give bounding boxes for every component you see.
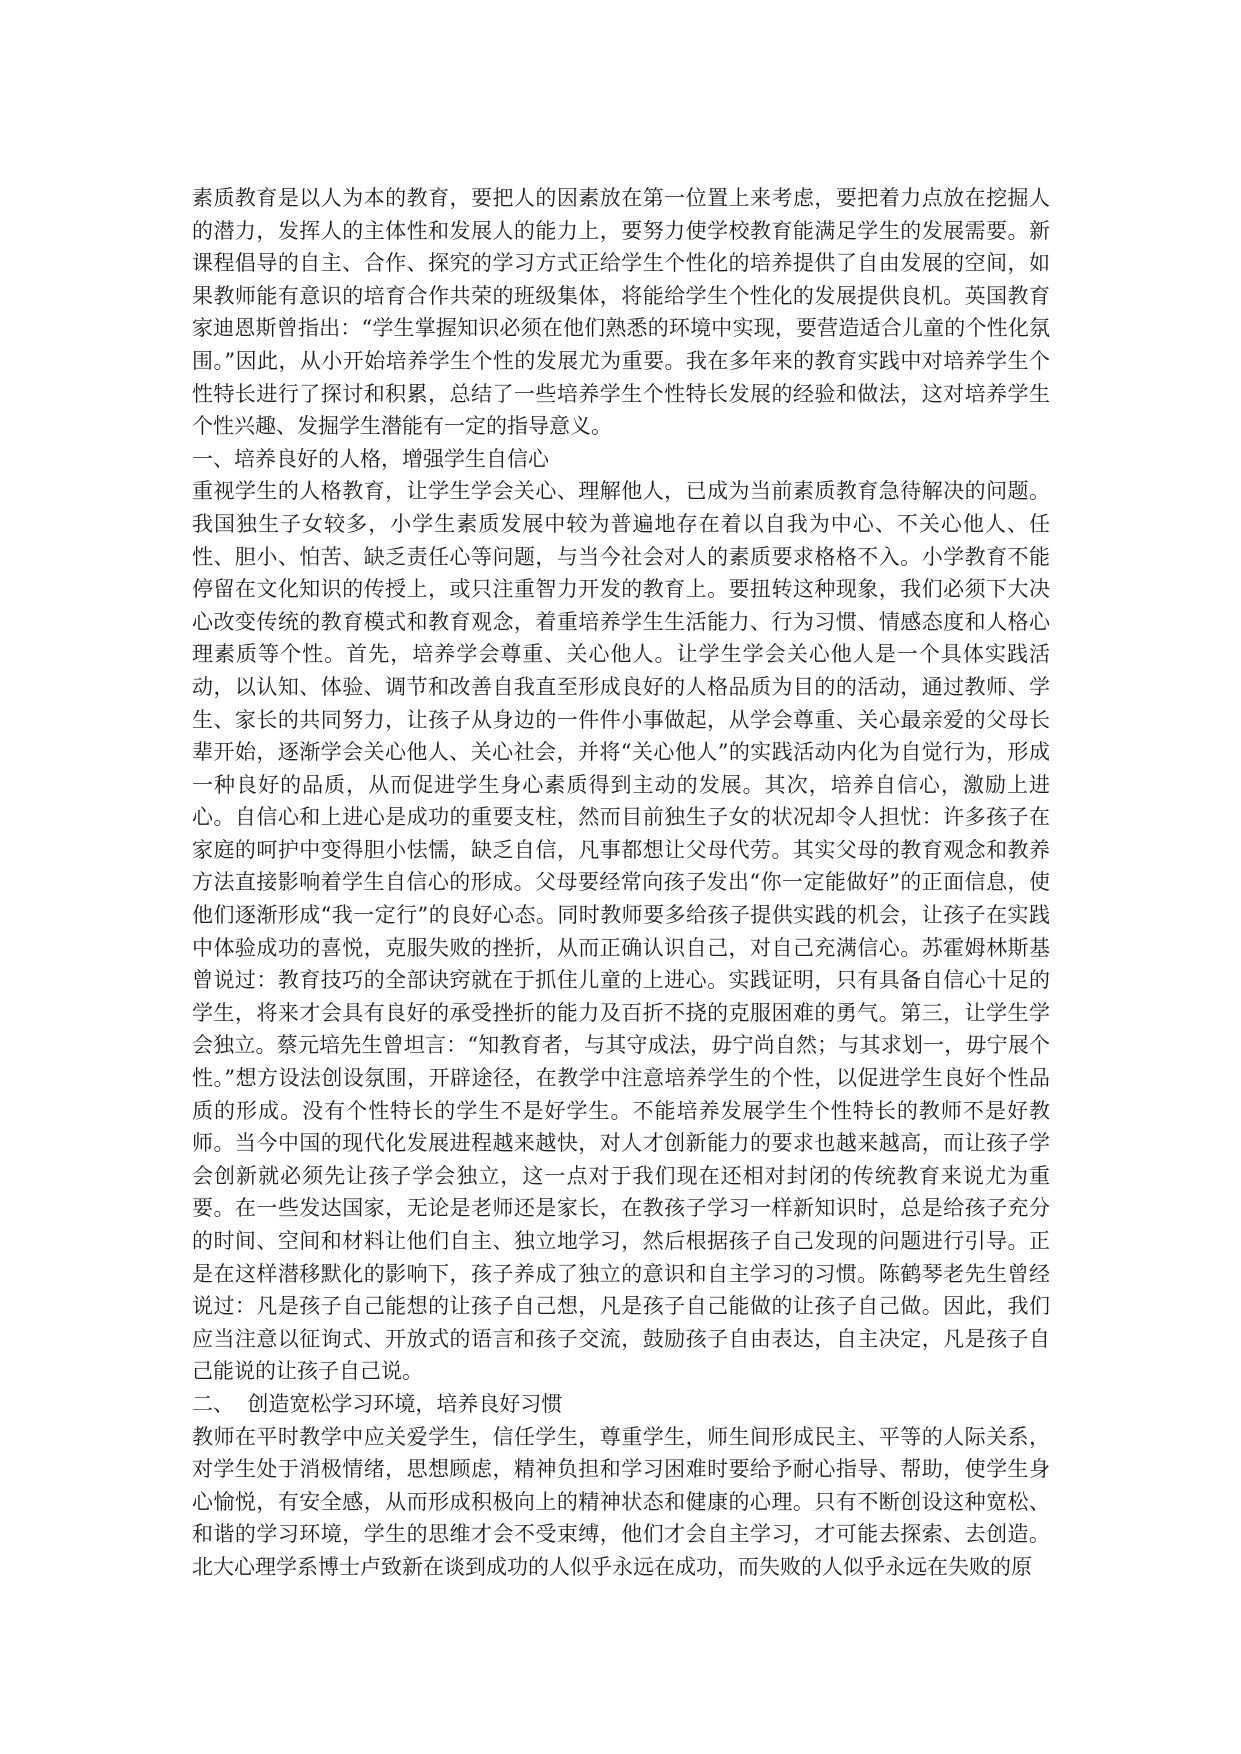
section-heading-2: 二、 创造宽松学习环境，培养良好习惯: [192, 1391, 563, 1416]
section-2-paragraph: 教师在平时教学中应关爱学生，信任学生，尊重学生，师生间形成民主、平等的人际关系，对学生处于消极情绪，思想顾虑，精神负担和学习困难时要给予耐心指导、帮助，使学生身心愉悦，有安全感，从而形成积极向上的精神状态和健康的心理。只有不断创设这种宽松、和谐的学习环境，学生的思维才会不受束缚，他们才会自主学习，才可能去探索、去创造。北大心理学系博士卢致新在谈到成功的人似乎永远在成功，而失败的人似乎永远在失败的原: [192, 1424, 1050, 1579]
section-1-paragraph: 重视学生的人格教育，让学生学会关心、理解他人，已成为当前素质教育急待解决的问题。我国独生子女较多，小学生素质发展中较为普遍地存在着以自我为中心、不关心他人、任性、胆小、怕苦、缺乏责任心等问题，与当今社会对人的素质要求格格不入。小学教育不能停留在文化知识的传授上，或只注重智力开发的教育上。要扭转这种现象，我们必须下大决心改变传统的教育模式和教育观念，着重培养学生生活能力、行为习惯、情感态度和人格心理素质等个性。首先，培养学会尊重、关心他人。让学生学会关心他人是一个具体实践活动，以认知、体验、调节和改善自我直至形成良好的人格品质为目的的活动，通过教师、学生、家长的共同努力，让孩子从身边的一件件小事做起，从学会尊重、关心最亲爱的父母长辈开始，逐渐学会关心他人、关心社会，并将“关心他人”的实践活动内化为自觉行为，形成一种良好的品质，从而促进学生身心素质得到主动的发展。其次，培养自信心，激励上进心。自信心和上进心是成功的重要支柱，然而目前独生子女的状况却令人担忧：许多孩子在家庭的呵护中变得胆小怯懦，缺乏自信，凡事都想让父母代劳。其实父母的教育观念和教养方法直接影响着学生自信心的形成。父母要经常向孩子发出“你一定能做好”的正面信息，使他们逐渐形成“我一定行”的良好心态。同时教师要多给孩子提供实践的机会，让孩子在实践中体验成功的喜悦，克服失败的挫折，从而正确认识自己，对自己充满信心。苏霍姆林斯基曾说过：教育技巧的全部诀窍就在于抓住儿童的上进心。实践证明，只有具备自信心十足的学生，将来才会具有良好的承受挫折的能力及百折不挠的克服困难的勇气。第三，让学生学会独立。蔡元培先生曾坦言：“知教育者，与其守成法，毋宁尚自然；与其求划一，毋宁展个性。”想方设法创设氛围，开辟途径，在教学中注意培养学生的个性，以促进学生良好个性品质的形成。没有个性特长的学生不是好学生。不能培养发展学生个性特长的教师不是好教师。当今中国的现代化发展进程越来越快，对人才创新能力的要求也越来越高，而让孩子学会创新就必须先让孩子学会独立，这一点对于我们现在还相对封闭的传统教育来说尤为重要。在一些发达国家，无论是老师还是家长，在教孩子学习一样新知识时，总是给孩子充分的时间、空间和材料让他们自主、独立地学习，然后根据孩子自己发现的问题进行引导。正是在这样潜移默化的影响下，孩子养成了独立的意识和自主学习的习惯。陈鹤琴老先生曾经说过：凡是孩子自己能想的让孩子自己想，凡是孩子自己能做的让孩子自己做。因此，我们应当注意以征询式、开放式的语言和孩子交流，鼓励孩子自由表达，自主决定，凡是孩子自己能说的让孩子自己说。: [192, 479, 1050, 1384]
section-heading-1: 一、培养良好的人格，增强学生自信心: [192, 446, 549, 471]
document-body: [192, 182, 1050, 1584]
intro-paragraph: 素质教育是以人为本的教育，要把人的因素放在第一位置上来考虑，要把着力点放在挖掘人的潜力，发挥人的主体性和发展人的能力上，要努力使学校教育能满足学生的发展需要。新课程倡导的自主、合作、探究的学习方式正给学生个性化的培养提供了自由发展的空间，如果教师能有意识的培育合作共荣的班级集体，将能给学生个性化的发展提供良机。英国教育家迪恩斯曾指出：“学生掌握知识必须在他们熟悉的环境中实现，要营造适合儿童的个性化氛围。”因此，从小开始培养学生个性的发展尤为重要。我在多年来的教育实践中对培养学生个性特长进行了探讨和积累，总结了一些培养学生个性特长发展的经验和做法，这对培养学生个性兴趣、发掘学生潜能有一定的指导意义。: [192, 186, 1050, 439]
